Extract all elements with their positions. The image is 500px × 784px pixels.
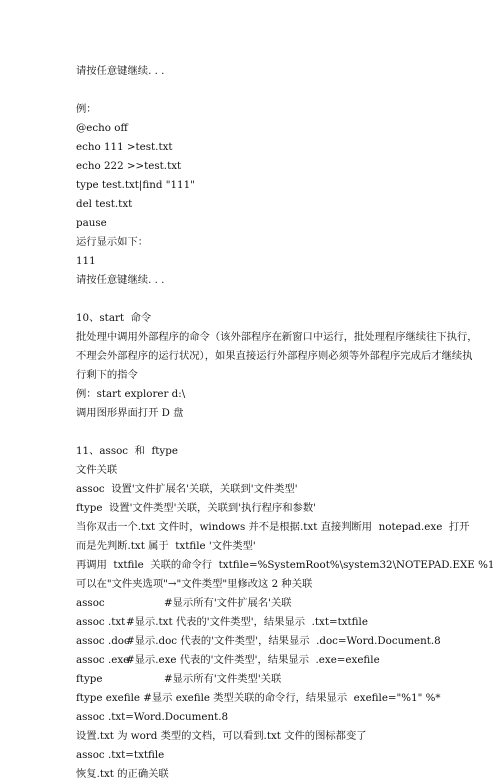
text-line: 可以在"文件夹选项"→"文件类型"里修改这 2 种关联 xyxy=(76,578,313,590)
section-heading: 11、assoc 和 ftype xyxy=(76,445,178,457)
code-comment-line xyxy=(76,670,480,689)
code-line: pause xyxy=(76,217,107,229)
code-comment-line xyxy=(76,632,480,651)
text-line: 文件关联 xyxy=(76,464,118,476)
code-line: assoc .txt=Word.Document.8 xyxy=(76,711,229,723)
text-line: 例： xyxy=(76,103,97,115)
comment-part: #显示.doc 代表的'文件类型'，结果显示 .doc=Word.Document.8 xyxy=(126,635,441,647)
comment-part: #显示所有'文件扩展名'关联 xyxy=(164,597,292,609)
text-line: 请按任意键继续. . . xyxy=(76,65,165,77)
text-line: 请按任意键继续. . . xyxy=(76,274,165,286)
blank-line xyxy=(76,81,480,100)
code-part: assoc .exe xyxy=(76,654,130,666)
code-line: @echo off xyxy=(76,122,128,134)
text-line: 当你双击一个.txt 文件时，windows 并不是根据.txt 直接判断用 notepad.exe 打开 xyxy=(76,521,470,533)
text-line: 运行显示如下： xyxy=(76,236,149,248)
code-comment-line xyxy=(76,613,480,632)
text-line: 设置.txt 为 word 类型的文档，可以看到.txt 文件的图标都变了 xyxy=(76,730,367,742)
text-line: ftype 设置'文件类型'关联，关联到'执行程序和参数' xyxy=(76,502,316,514)
blank-line xyxy=(76,423,480,442)
code-line: assoc .txt=txtfile xyxy=(76,749,165,761)
text-line: assoc 设置'文件扩展名'关联，关联到'文件类型' xyxy=(76,483,298,495)
code-part: assoc .txt xyxy=(76,616,126,628)
text-line: 调用图形界面打开 D 盘 xyxy=(76,407,184,419)
code-line: echo 222 >>test.txt xyxy=(76,160,182,172)
code-line: type test.txt|find "111" xyxy=(76,179,195,191)
code-part: assoc xyxy=(76,597,105,609)
text-line: 111 xyxy=(76,255,96,267)
code-line: echo 111 >test.txt xyxy=(76,141,173,153)
code-line: del test.txt xyxy=(76,198,133,210)
section-heading: 10、start 命令 xyxy=(76,312,152,324)
comment-part: #显示所有'文件类型'关联 xyxy=(164,673,282,685)
text-line: 恢复.txt 的正确关联 xyxy=(76,768,169,780)
text-line: 再调用 txtfile 关联的命令行 txtfile=%SystemRoot%\system32\NOTEPAD.EXE %1 xyxy=(76,559,495,571)
comment-part: #显示.exe 代表的'文件类型'，结果显示 .exe=exefile xyxy=(126,654,380,666)
blank-line xyxy=(76,290,480,309)
paragraph: 批处理中调用外部程序的命令（该外部程序在新窗口中运行，批处理程序继续往下执行，不理会外部程序的运行状况），如果直接运行外部程序则必须等外部程序完成后才继续执行剩下的指令 xyxy=(76,331,478,381)
text-line: ftype exefile #显示 exefile 类型关联的命令行，结果显示 exefile="%1" %* xyxy=(76,692,441,704)
code-part: assoc .doc xyxy=(76,635,130,647)
code-line: 例：start explorer d:\ xyxy=(76,388,186,400)
text-line: 而是先判断.txt 属于 txtfile '文件类型' xyxy=(76,540,256,552)
code-comment-line xyxy=(76,594,480,613)
comment-part: #显示.txt 代表的'文件类型'，结果显示 .txt=txtfile xyxy=(126,616,368,628)
code-comment-line xyxy=(76,651,480,670)
code-part: ftype xyxy=(76,673,103,685)
